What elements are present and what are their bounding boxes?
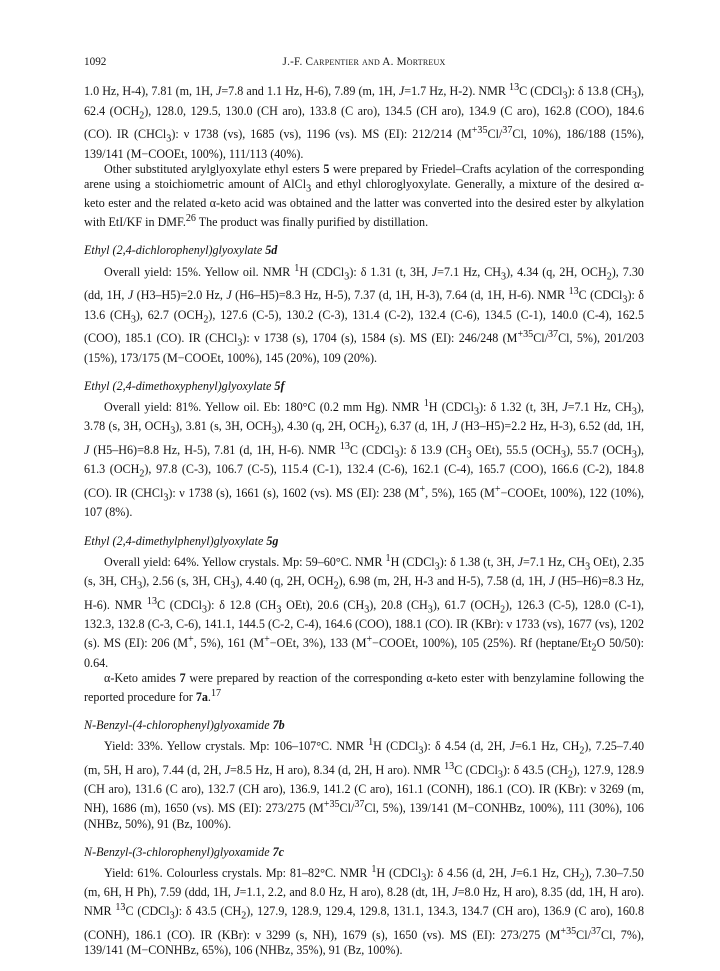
page-number: 1092 <box>84 56 107 68</box>
running-title: J.-F. Carpentier and A. Mortreux <box>282 56 446 68</box>
paragraph-friedel-crafts: Other substituted arylglyoxylate ethyl esters 5 were prepared by Friedel–Crafts acylation of the corresponding arene using a stoichiometric amount of AlCl$_3$ and ethyl chloroglyoxylate. Generally, a mixture of the desired α-keto ester and the related α-keto acid was obtained and the latter was converted into the desired ester by alkylation with EtI/KF in DMF.$^{26}$ The product was finally purified by distillation. <box>84 161 645 230</box>
paragraph-7c-data: Yield: 61%. Colourless crystals. Mp: 81–82°C. NMR $^1$H (CDCl$_3$): δ 4.56 (d, 2H, J=6.1 Hz, $CH_2$), 7.30–7.50 (m, 6H, H Ph), 7.59 (ddd, 1H, J=1.1, 2.2, and 8.0 Hz, H aro), 8.28 (dt, 1H, J=8.0 Hz, H aro), 8.35 (dd, 1H, H aro). NMR $^{13}$C (CDCl$_3$): δ 43.5 $(CH_2)$, 127.9, 128.9, 129.4, 129.8, 131.1, 134.3, 134.7 (CH aro), 136.9 (C aro), 160.8 (CONH), 186.1 (CO). IR (KBr): ν 3299 (s, NH), 1679 (s), 1650 (vs). MS (EI): 273/275 ($M^{+35}Cl/^{37}Cl$, 7%), 139/141 (M−CONHBz, 65%), 106 (NHBz, 35%), 91 (Bz, 100%). <box>84 863 644 957</box>
paragraph-5g-data: Overall yield: 64%. Yellow crystals. Mp: 59–60°C. NMR $^1$H (CDCl$_3$): δ 1.38 (t, 3H, J=7.1 Hz, $CH_3$ OEt), 2.35 (s, 3H, $CH_3$), 2.56 (s, 3H, $CH_3$), 4.40 (q, 2H, $OCH_2$), 6.98 (m, 2H, H-3 and H-5), 7.58 (d, 1H, J (H5–H6)=8.3 Hz, H-6). NMR $^{13}$C (CDCl$_3$): δ 12.8 ($CH_3$ OEt), 20.6 $(CH_3)$, 20.8 $(CH_3)$, 61.7 $(OCH_2)$, 126.3 (C-5), 128.0 (C-1), 132.3, 132.8 (C-3, C-6), 141.1, 144.5 (C-2, C-4), 164.6 (COO), 188.1 (CO). IR (KBr): ν 1733 (vs), 1677 (vs), 1202 (s). MS (EI): 206 (M+, 5%), 161 (M+−OEt, 3%), 133 (M+−COOEt, 100%), 105 (25%). Rf ($heptane/Et_2O$ 50/50): 0.64. <box>84 552 645 670</box>
paragraph-5f-data: Overall yield: 81%. Yellow oil. Eb: 180°C (0.2 mm Hg). NMR $^1$H (CDCl$_3$): δ 1.32 (t, 3H, J=7.1 Hz, $CH_3$), 3.78 (s, 3H, $OCH_3$), 3.81 (s, 3H, $OCH_3$), 4.30 (q, 2H, $OCH_2$), 6.37 (d, 1H, J (H3–H5)=2.2 Hz, H-3), 6.52 (dd, 1H, J (H5–H6)=8.8 Hz, H-5), 7.81 (d, 1H, H-6). NMR $^{13}$C (CDCl$_3$): δ 13.9 ($CH_3$ OEt), 55.5 $(OCH_3)$, 55.7 $(OCH_3)$, 61.3 $(OCH_2)$, 97.8 (C-3), 106.7 (C-5), 115.4 (C-1), 132.4 (C-6), 162.1 (C-4), 165.7 (COO), 166.6 (C-2), 184.8 (CO). IR (CHCl$_3$): ν 1738 (s), 1661 (s), 1602 (vs). MS (EI): 238 (M+, 5%), 165 (M+−COOEt, 100%), 122 (10%), 107 (8%). <box>84 397 645 520</box>
page-header <box>84 56 644 72</box>
paragraph-keto-amides: α-Keto amides 7 were prepared by reaction of the corresponding α-keto ester with benzylamine following the reported procedure for 7a.$^{17}$ <box>84 670 644 705</box>
heading-7b: N-Benzyl-(4-chlorophenyl)glyoxamide 7b <box>84 718 285 733</box>
paragraph-continued-5c: 1.0 Hz, H-4), 7.81 (m, 1H, J=7.8 and 1.1 Hz, H-6), 7.89 (m, 1H, J=1.7 Hz, H-2). NMR $^{13}$C (CDCl$_3$): δ 13.8 $(CH_3)$, 62.4 $(OCH_2)$, 128.0, 129.5, 130.0 (CH aro), 133.8 (C aro), 134.5 (CH aro), 134.9 (C aro), 162.8 (COO), 184.6 (CO). IR (CHCl$_3$): ν 1738 (vs), 1685 (vs), 1196 (vs). MS (EI): 212/214 ($M^{+35}Cl/^{37}Cl$, 10%), 186/188 (15%), 139/141 (M−COOEt, 100%), 111/113 (40%). <box>84 82 645 161</box>
paragraph-7b-data: Yield: 33%. Yellow crystals. Mp: 106–107°C. NMR $^1$H (CDCl$_3$): δ 4.54 (d, 2H, J=6.1 Hz, $CH_2$), 7.25–7.40 (m, 5H, H aro), 7.44 (d, 2H, J=8.5 Hz, H aro), 8.34 (d, 2H, H aro). NMR $^{13}$C (CDCl$_3$): δ 43.5 $(CH_2)$, 127.9, 128.9 (CH aro), 131.6 (C aro), 132.7 (CH aro), 136.9, 141.2 (C aro), 161.1 (CONH), 186.1 (CO). IR (KBr): ν 3269 (m, NH), 1686 (m), 1650 (vs). MS (EI): 273/275 ($M^{+35}Cl/^{37}Cl$, 5%), 139/141 (M−CONHBz, 100%), 111 (30%), 106 (NHBz, 50%), 91 (Bz, 100%). <box>84 737 644 831</box>
heading-7c: N-Benzyl-(3-chlorophenyl)glyoxamide 7c <box>84 844 285 859</box>
heading-5d: Ethyl (2,4-dichlorophenyl)glyoxylate 5d <box>84 243 278 258</box>
paragraph-5d-data: Overall yield: 15%. Yellow oil. NMR $^1$H (CDCl$_3$): δ 1.31 (t, 3H, J=7.1 Hz, $CH_3$), 4.34 (q, 2H, $OCH_2$), 7.30 (dd, 1H, J (H3–H5)=2.0 Hz, J (H6–H5)=8.3 Hz, H-5), 7.37 (d, 1H, H-3), 7.64 (d, 1H, H-6). NMR $^{13}$C (CDCl$_3$): δ 13.6 $(CH_3)$, 62.7 $(OCH_2)$, 127.6 (C-5), 130.2 (C-3), 131.4 (C-2), 132.4 (C-6), 134.5 (C-1), 140.0 (C-4), 162.5 (COO), 185.1 (CO). IR (CHCl$_3$): ν 1738 (s), 1704 (s), 1584 (s). MS (EI): 246/248 ($M^{+35}Cl/^{37}Cl$, 5%), 201/203 (15%), 173/175 (M−COOEt, 100%), 145 (20%), 109 (20%). <box>84 262 645 365</box>
article-body <box>84 80 644 958</box>
heading-5f: Ethyl (2,4-dimethoxyphenyl)glyoxylate 5f <box>84 378 285 393</box>
heading-5g: Ethyl (2,4-dimethylphenyl)glyoxylate 5g <box>84 533 279 548</box>
